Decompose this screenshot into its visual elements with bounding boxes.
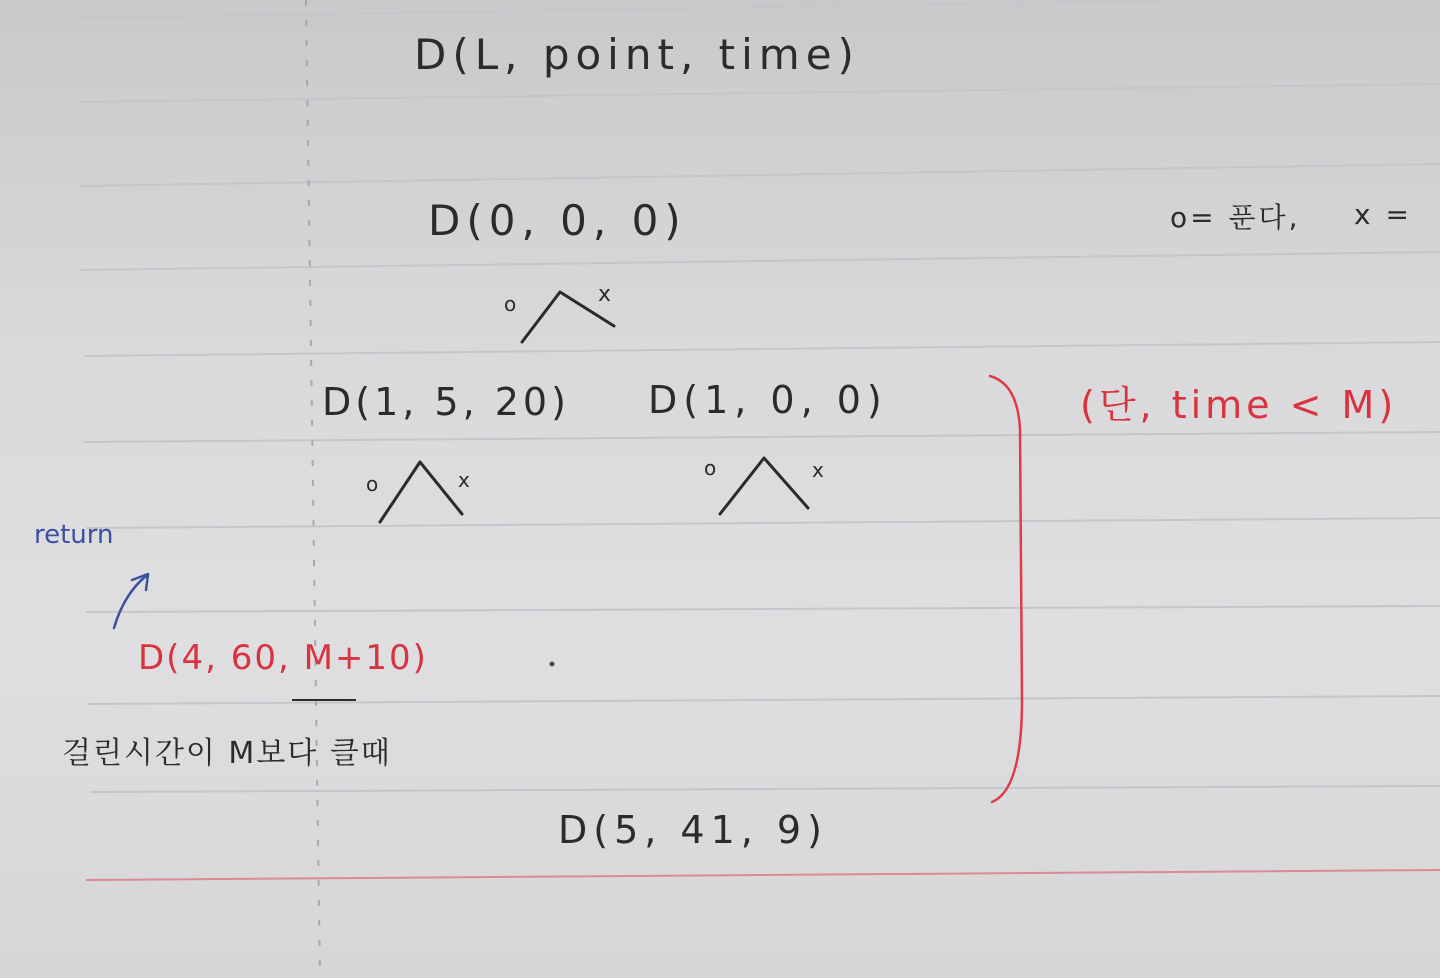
return-note: return xyxy=(34,520,114,550)
left-solve-label: o xyxy=(366,472,385,496)
left-branch-stroke xyxy=(380,462,462,522)
right-solve-label: o xyxy=(704,456,723,480)
red-rule-line xyxy=(86,870,1440,880)
rule-line xyxy=(80,0,1440,18)
blue-arrow xyxy=(114,574,148,628)
left-child-call: D(1, 5, 20) xyxy=(322,380,570,424)
red-bracket xyxy=(990,376,1022,802)
rule-line xyxy=(88,696,1440,704)
right-child-call: D(1, 0, 0) xyxy=(648,378,888,422)
overflow-call: D(4, 60, M+10) xyxy=(138,638,428,678)
rule-line xyxy=(80,164,1440,186)
condition-note: (단, time < M) xyxy=(1080,383,1398,427)
root-call: D(0, 0, 0) xyxy=(428,196,687,245)
rule-line xyxy=(86,518,1440,528)
rule-line xyxy=(86,606,1440,612)
rule-line xyxy=(84,342,1440,356)
signature-text: D(L, point, time) xyxy=(414,30,860,79)
right-skip-label: x xyxy=(812,458,830,482)
root-skip-label: x xyxy=(598,282,618,307)
rule-line xyxy=(84,432,1440,442)
root-solve-label: o xyxy=(504,292,523,316)
rule-line xyxy=(80,84,1440,102)
margin-dotted-line xyxy=(306,0,320,978)
overflow-note: 걸린시간이 M보다 클때 xyxy=(62,736,392,771)
ink-dot xyxy=(550,662,555,667)
last-call: D(5, 41, 9) xyxy=(558,808,828,852)
legend-x-label: x = xyxy=(1354,198,1412,231)
legend-o-label: o= 푼다, xyxy=(1170,201,1301,234)
rule-line xyxy=(80,252,1440,270)
left-skip-label: x xyxy=(458,468,476,492)
right-branch-stroke xyxy=(720,458,808,514)
rule-line xyxy=(90,786,1440,792)
